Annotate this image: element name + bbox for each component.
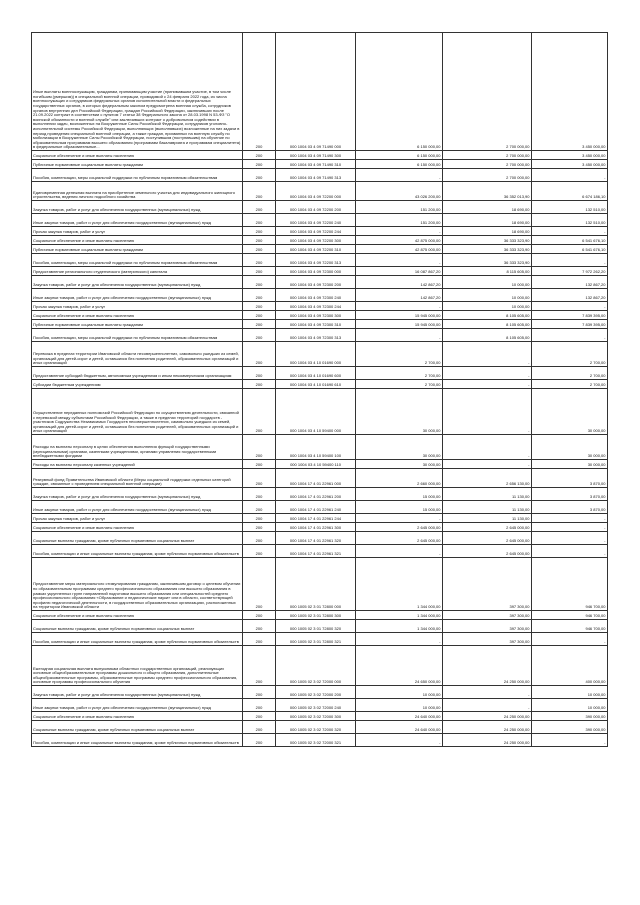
row-kbk-cell: 000 1005 02 3 01 72800 321 bbox=[276, 633, 356, 646]
row-kbk-cell: 000 1004 03 4 09 72200 200 bbox=[276, 201, 356, 214]
row-executed-cell: 2 645 000,00 bbox=[443, 545, 532, 558]
row-name-cell: Прочая закупка товаров, работ и услуг bbox=[32, 514, 243, 523]
row-approved-cell: 2 700,00 bbox=[356, 342, 443, 367]
row-executed-cell: 24 250 000,00 bbox=[443, 646, 532, 686]
row-code-cell: 200 bbox=[243, 302, 276, 311]
row-approved-cell: 30 000,00 bbox=[356, 460, 443, 469]
row-name-cell: Пособия, компенсации и иные социальные выплаты гражданам, кроме публичных нормативных обязательств bbox=[32, 633, 243, 646]
row-name-cell: Расходы на выплаты персоналу казенных учреждений bbox=[32, 460, 243, 469]
row-approved-cell: - bbox=[356, 169, 443, 182]
row-name-cell: Социальное обеспечение и иные выплаты населению bbox=[32, 236, 243, 245]
row-remaining-cell: 132 867,20 bbox=[532, 276, 608, 289]
row-approved-cell: - bbox=[356, 514, 443, 523]
row-remaining-cell: - bbox=[532, 169, 608, 182]
row-approved-cell: 42 875 000,00 bbox=[356, 245, 443, 254]
table-row bbox=[32, 236, 608, 245]
row-kbk-cell: 000 1005 02 3 01 72800 000 bbox=[276, 558, 356, 611]
table-row bbox=[32, 33, 608, 151]
row-remaining-cell: 2 700,00 bbox=[532, 367, 608, 380]
table-row bbox=[32, 469, 608, 488]
row-kbk-cell: 000 1004 03 4 09 72300 310 bbox=[276, 320, 356, 329]
row-approved-cell: 2 645 000,00 bbox=[356, 523, 443, 532]
row-remaining-cell: - bbox=[532, 734, 608, 747]
row-code-cell: 200 bbox=[243, 646, 276, 686]
row-remaining-cell: - bbox=[532, 532, 608, 545]
row-approved-cell: 151 200,00 bbox=[356, 201, 443, 214]
row-code-cell: 200 bbox=[243, 380, 276, 389]
row-code-cell: 200 bbox=[243, 435, 276, 460]
row-code-cell: 200 bbox=[243, 611, 276, 620]
row-name-cell: Социальные выплаты гражданам, кроме публичных нормативных социальных выплат bbox=[32, 532, 243, 545]
table-row bbox=[32, 633, 608, 646]
table-row bbox=[32, 686, 608, 699]
row-kbk-cell: 000 1005 02 3 01 72800 320 bbox=[276, 620, 356, 633]
row-remaining-cell: - bbox=[532, 514, 608, 523]
row-kbk-cell: 000 1004 17 4 01 22961 000 bbox=[276, 469, 356, 488]
row-code-cell: 200 bbox=[243, 329, 276, 342]
row-code-cell: 200 bbox=[243, 488, 276, 501]
row-name-cell: Иные закупки товаров, работ и услуг для обеспечения государственных (муниципальных) нужд bbox=[32, 214, 243, 227]
table-row bbox=[32, 435, 608, 460]
table-row bbox=[32, 721, 608, 734]
row-remaining-cell: 390 000,00 bbox=[532, 712, 608, 721]
row-remaining-cell: 2 700,00 bbox=[532, 380, 608, 389]
row-approved-cell: 151 200,00 bbox=[356, 214, 443, 227]
table-row bbox=[32, 254, 608, 267]
row-remaining-cell: 7 839 395,00 bbox=[532, 311, 608, 320]
row-approved-cell: 10 000,00 bbox=[356, 699, 443, 712]
table-row bbox=[32, 245, 608, 254]
table-row bbox=[32, 276, 608, 289]
row-executed-cell: 10 000,00 bbox=[443, 289, 532, 302]
row-kbk-cell: 000 1004 03 4 09 72300 300 bbox=[276, 311, 356, 320]
row-name-cell: Пособия, компенсации, меры социальной поддержки по публичным нормативным обязательствам bbox=[32, 329, 243, 342]
row-remaining-cell: 132 510,00 bbox=[532, 201, 608, 214]
row-approved-cell: 2 660 000,00 bbox=[356, 469, 443, 488]
row-name-cell: Прочая закупка товаров, работ и услуг bbox=[32, 227, 243, 236]
row-kbk-cell: 000 1005 02 3 02 72000 320 bbox=[276, 721, 356, 734]
row-kbk-cell: 000 1004 03 4 10 01690 610 bbox=[276, 380, 356, 389]
row-name-cell: Иные закупки товаров, работ и услуг для обеспечения государственных (муниципальных) нужд bbox=[32, 699, 243, 712]
row-code-cell: 200 bbox=[243, 734, 276, 747]
row-approved-cell: 15 000,00 bbox=[356, 488, 443, 501]
row-approved-cell: 24 640 000,00 bbox=[356, 712, 443, 721]
row-code-cell: 200 bbox=[243, 254, 276, 267]
row-remaining-cell: 3 870,00 bbox=[532, 469, 608, 488]
row-name-cell: Социальное обеспечение и иные выплаты населению bbox=[32, 712, 243, 721]
row-name-cell: Предоставление регионального студенческого (материнского) капитала bbox=[32, 267, 243, 276]
row-approved-cell: 16 087 867,20 bbox=[356, 267, 443, 276]
row-code-cell: 200 bbox=[243, 182, 276, 201]
row-name-cell: Предоставление меры материального стимулирования гражданам, заключившим договор о целевом обучении по образовательным программам среднего профессионального образования или высшего образования в рамках укрупненных групп направлений подготовки высшего образования или специальностей среднего профессионального образования «Образование и педагогические науки» или в области, соответствующей профилю педагогической деятельности, в государственных образовательных организациях, расположенных на территории Ивановской области bbox=[32, 558, 243, 611]
row-code-cell: 200 bbox=[243, 311, 276, 320]
row-remaining-cell: 2 700,00 bbox=[532, 342, 608, 367]
row-executed-cell: - bbox=[443, 686, 532, 699]
row-code-cell: 200 bbox=[243, 469, 276, 488]
row-executed-cell: 18 690,00 bbox=[443, 201, 532, 214]
row-name-cell: Публичные нормативные социальные выплаты гражданам bbox=[32, 245, 243, 254]
row-name-cell: Иные выплаты военнослужащим, гражданам, принимающим участие (принимавшим участие, в том числе погибшим (умершим)) в специальной военной операции, проводимой с 24 февраля 2022 года, из числа военнослужащих и сотрудников федеральных органов исполнительной власти и федеральных государственных органов, в которых федеральным законом предусмотрена военная служба, сотрудников органов внутренних дел Российской Федерации, граждан Российской Федерации, заключивших после 21.09.2022 контракт в соответствии с пунктом 7 статьи 38 Федерального закона от 28.03.1998 N 53-ФЗ "О воинской обязанности и военной службе" или заключивших контракт о добровольном содействии в выполнении задач, возложенных на Вооруженные Силы Российской Федерации, сотрудников уголовно-исполнительной системы Российской Федерации, выполняющих (выполнявших) возложенные на них задачи в период проведения специальной военной операции, а также граждан, призванных на военную службу по мобилизации в Вооруженные Силы Российской Федерации, поступившим (поступившим) на обучение по образовательным программам высшего образования (программам бакалавриата и программам специалитета) в федеральные образовательные... bbox=[32, 33, 243, 151]
row-executed-cell: 18 690,00 bbox=[443, 227, 532, 236]
row-code-cell: 200 bbox=[243, 558, 276, 611]
row-name-cell: Предоставление субсидий бюджетным, автономным учреждениям и иным некоммерческим организациям bbox=[32, 367, 243, 380]
row-kbk-cell: 000 1004 03 4 10 01690 000 bbox=[276, 342, 356, 367]
row-approved-cell: 2 645 000,00 bbox=[356, 532, 443, 545]
row-kbk-cell: 000 1004 03 4 09 72300 244 bbox=[276, 302, 356, 311]
row-executed-cell: 2 700 000,00 bbox=[443, 160, 532, 169]
row-executed-cell: 11 130,00 bbox=[443, 501, 532, 514]
row-remaining-cell: - bbox=[532, 227, 608, 236]
row-code-cell: 200 bbox=[243, 227, 276, 236]
row-approved-cell: 10 000,00 bbox=[356, 686, 443, 699]
row-remaining-cell: 6 541 676,10 bbox=[532, 236, 608, 245]
table-row bbox=[32, 712, 608, 721]
row-kbk-cell: 000 1005 02 3 02 72000 321 bbox=[276, 734, 356, 747]
row-kbk-cell: 000 1005 02 3 01 72800 300 bbox=[276, 611, 356, 620]
row-remaining-cell: 132 867,20 bbox=[532, 289, 608, 302]
row-executed-cell: - bbox=[443, 460, 532, 469]
row-kbk-cell: 000 1004 17 4 01 22961 320 bbox=[276, 532, 356, 545]
row-code-cell: 200 bbox=[243, 151, 276, 160]
row-name-cell: Закупка товаров, работ и услуг для обеспечения государственных (муниципальных) нужд bbox=[32, 488, 243, 501]
table-row bbox=[32, 214, 608, 227]
row-kbk-cell: 000 1004 03 4 10 59400 110 bbox=[276, 460, 356, 469]
row-approved-cell: - bbox=[356, 734, 443, 747]
row-kbk-cell: 000 1004 03 4 09 72200 300 bbox=[276, 236, 356, 245]
row-remaining-cell: 6 541 676,10 bbox=[532, 245, 608, 254]
row-executed-cell: 2 700 000,00 bbox=[443, 169, 532, 182]
row-approved-cell: 2 700,00 bbox=[356, 380, 443, 389]
row-code-cell: 200 bbox=[243, 721, 276, 734]
row-executed-cell: 11 130,00 bbox=[443, 488, 532, 501]
row-kbk-cell: 000 1004 03 4 09 72200 240 bbox=[276, 214, 356, 227]
row-name-cell: Расходы на выплаты персоналу в целях обеспечения выполнения функций государственными (муниципальными) органами, казенными учреждениями, органами управления государственными внебюджетными фондами bbox=[32, 435, 243, 460]
row-approved-cell: 30 000,00 bbox=[356, 389, 443, 435]
row-approved-cell: - bbox=[356, 329, 443, 342]
row-executed-cell: - bbox=[443, 367, 532, 380]
row-code-cell: 200 bbox=[243, 160, 276, 169]
row-executed-cell: 10 000,00 bbox=[443, 302, 532, 311]
row-remaining-cell: 390 000,00 bbox=[532, 721, 608, 734]
table-row bbox=[32, 532, 608, 545]
row-executed-cell: - bbox=[443, 342, 532, 367]
row-remaining-cell: - bbox=[532, 302, 608, 311]
row-executed-cell: 2 700 000,00 bbox=[443, 33, 532, 151]
row-approved-cell: - bbox=[356, 254, 443, 267]
table-row bbox=[32, 523, 608, 532]
table-row bbox=[32, 227, 608, 236]
row-code-cell: 200 bbox=[243, 367, 276, 380]
table-row bbox=[32, 342, 608, 367]
row-kbk-cell: 000 1004 03 4 10 59400 100 bbox=[276, 435, 356, 460]
row-code-cell: 200 bbox=[243, 712, 276, 721]
row-code-cell: 200 bbox=[243, 267, 276, 276]
row-remaining-cell: - bbox=[532, 545, 608, 558]
row-name-cell: Социальное обеспечение и иные выплаты населению bbox=[32, 611, 243, 620]
table-row bbox=[32, 501, 608, 514]
table-row bbox=[32, 646, 608, 686]
table-row bbox=[32, 380, 608, 389]
row-executed-cell: 8 105 605,00 bbox=[443, 329, 532, 342]
budget-execution-table bbox=[31, 32, 608, 747]
row-approved-cell: 24 650 000,00 bbox=[356, 646, 443, 686]
row-kbk-cell: 000 1004 17 4 01 22961 321 bbox=[276, 545, 356, 558]
row-executed-cell: 2 700 000,00 bbox=[443, 151, 532, 160]
table-row bbox=[32, 611, 608, 620]
row-executed-cell: 10 000,00 bbox=[443, 276, 532, 289]
row-remaining-cell: 7 839 395,00 bbox=[532, 320, 608, 329]
row-kbk-cell: 000 1004 03 4 09 72200 313 bbox=[276, 254, 356, 267]
row-remaining-cell: - bbox=[532, 633, 608, 646]
row-executed-cell: - bbox=[443, 435, 532, 460]
row-executed-cell: 2 645 000,00 bbox=[443, 532, 532, 545]
row-name-cell: Социальное обеспечение и иные выплаты населению bbox=[32, 523, 243, 532]
row-approved-cell: 142 867,20 bbox=[356, 276, 443, 289]
row-kbk-cell: 000 1004 03 4 09 72300 240 bbox=[276, 289, 356, 302]
table-row bbox=[32, 545, 608, 558]
row-kbk-cell: 000 1005 02 3 02 72000 200 bbox=[276, 686, 356, 699]
row-name-cell: Субсидии бюджетным учреждениям bbox=[32, 380, 243, 389]
row-approved-cell: 15 945 000,00 bbox=[356, 311, 443, 320]
table-row bbox=[32, 514, 608, 523]
row-executed-cell: 397 300,00 bbox=[443, 611, 532, 620]
row-executed-cell: 36 333 323,90 bbox=[443, 245, 532, 254]
row-executed-cell: 8 115 605,00 bbox=[443, 267, 532, 276]
row-approved-cell: 6 150 000,00 bbox=[356, 160, 443, 169]
row-code-cell: 200 bbox=[243, 686, 276, 699]
row-kbk-cell: 000 1004 03 4 09 72200 244 bbox=[276, 227, 356, 236]
row-kbk-cell: 000 1004 03 4 09 72300 313 bbox=[276, 329, 356, 342]
row-kbk-cell: 000 1004 17 4 01 22961 300 bbox=[276, 523, 356, 532]
row-kbk-cell: 000 1004 03 4 09 72300 000 bbox=[276, 267, 356, 276]
row-executed-cell: 24 250 000,00 bbox=[443, 712, 532, 721]
row-name-cell: Закупка товаров, работ и услуг для обеспечения государственных (муниципальных) нужд bbox=[32, 686, 243, 699]
row-approved-cell: 24 640 000,00 bbox=[356, 721, 443, 734]
row-executed-cell: - bbox=[443, 699, 532, 712]
row-name-cell: Иные закупки товаров, работ и услуг для обеспечения государственных (муниципальных) нужд bbox=[32, 501, 243, 514]
row-kbk-cell: 000 1004 03 4 09 71490 000 bbox=[276, 33, 356, 151]
row-kbk-cell: 000 1004 03 4 10 01690 600 bbox=[276, 367, 356, 380]
row-name-cell: Закупка товаров, работ и услуг для обеспечения государственных (муниципальных) нужд bbox=[32, 201, 243, 214]
row-kbk-cell: 000 1004 17 4 01 22961 240 bbox=[276, 501, 356, 514]
row-name-cell: Пособия, компенсации и иные социальные выплаты гражданам, кроме публичных нормативных обязательств bbox=[32, 734, 243, 747]
row-executed-cell: 8 105 605,00 bbox=[443, 320, 532, 329]
row-executed-cell: 36 333 323,90 bbox=[443, 236, 532, 245]
row-remaining-cell: - bbox=[532, 523, 608, 532]
row-executed-cell: 397 300,00 bbox=[443, 558, 532, 611]
row-remaining-cell: - bbox=[532, 329, 608, 342]
row-executed-cell: 36 352 013,90 bbox=[443, 182, 532, 201]
row-approved-cell: 42 875 000,00 bbox=[356, 236, 443, 245]
row-code-cell: 200 bbox=[243, 389, 276, 435]
row-kbk-cell: 000 1004 03 4 09 71490 310 bbox=[276, 160, 356, 169]
row-name-cell: Публичные нормативные социальные выплаты гражданам bbox=[32, 320, 243, 329]
row-code-cell: 200 bbox=[243, 169, 276, 182]
row-remaining-cell: - bbox=[532, 254, 608, 267]
row-code-cell: 200 bbox=[243, 214, 276, 227]
row-code-cell: 200 bbox=[243, 699, 276, 712]
row-name-cell: Социальное обеспечение и иные выплаты населению bbox=[32, 311, 243, 320]
row-kbk-cell: 000 1005 02 3 02 72000 300 bbox=[276, 712, 356, 721]
row-kbk-cell: 000 1004 03 4 09 71490 313 bbox=[276, 169, 356, 182]
row-name-cell: Публичные нормативные социальные выплаты гражданам bbox=[32, 160, 243, 169]
table-row bbox=[32, 460, 608, 469]
table-row bbox=[32, 289, 608, 302]
row-executed-cell: 24 250 000,00 bbox=[443, 734, 532, 747]
table-row bbox=[32, 488, 608, 501]
table-row bbox=[32, 201, 608, 214]
row-remaining-cell: 6 674 186,10 bbox=[532, 182, 608, 201]
row-approved-cell: - bbox=[356, 633, 443, 646]
row-code-cell: 200 bbox=[243, 342, 276, 367]
row-name-cell: Закупка товаров, работ и услуг для обеспечения государственных (муниципальных) нужд bbox=[32, 276, 243, 289]
row-remaining-cell: 3 450 000,00 bbox=[532, 151, 608, 160]
row-code-cell: 200 bbox=[243, 633, 276, 646]
row-executed-cell: 2 656 130,00 bbox=[443, 469, 532, 488]
row-name-cell: Резервный фонд Правительства Ивановской области (Меры социальной поддержки отдельных категорий граждан, связанные с проведением специальной военной операции) bbox=[32, 469, 243, 488]
row-remaining-cell: 132 510,00 bbox=[532, 214, 608, 227]
row-approved-cell: 43 026 200,00 bbox=[356, 182, 443, 201]
table-row bbox=[32, 151, 608, 160]
row-code-cell: 200 bbox=[243, 245, 276, 254]
row-name-cell: Пособия, компенсации, меры социальной поддержки по публичным нормативным обязательствам bbox=[32, 169, 243, 182]
row-name-cell: Ежегодная социальная выплата выпускникам областных государственных организаций, реализующих основные общеобразовательные программы дошкольного и общего образования, дополнительные общеобразовательные программы, образовательные программы среднего профессионального образования, основные программы профессионального обучения bbox=[32, 646, 243, 686]
row-name-cell: Социальное обеспечение и иные выплаты населению bbox=[32, 151, 243, 160]
row-approved-cell: 6 150 000,00 bbox=[356, 33, 443, 151]
table-body bbox=[32, 33, 608, 747]
row-name-cell: Социальные выплаты гражданам, кроме публичных нормативных социальных выплат bbox=[32, 721, 243, 734]
row-executed-cell: - bbox=[443, 389, 532, 435]
table-row bbox=[32, 320, 608, 329]
row-executed-cell: 18 690,00 bbox=[443, 214, 532, 227]
row-remaining-cell: 3 450 000,00 bbox=[532, 33, 608, 151]
row-remaining-cell: 946 700,00 bbox=[532, 558, 608, 611]
row-name-cell: Пособия, компенсации, меры социальной поддержки по публичным нормативным обязательствам bbox=[32, 254, 243, 267]
row-approved-cell: 1 344 000,00 bbox=[356, 620, 443, 633]
table-row bbox=[32, 267, 608, 276]
row-name-cell: Осуществление переданных полномочий Российской Федерации по осуществлению деятельности, связанной с перевозкой между субъектами Российской Федерации, а также в пределах территорий государств - участников Содружества Независимых Государств несовершеннолетних, самовольно ушедших из семей, организаций для детей-сирот и детей, оставшихся без попечения родителей, образовательных организаций и иных организаций bbox=[32, 389, 243, 435]
row-remaining-cell: 7 972 262,20 bbox=[532, 267, 608, 276]
table-row bbox=[32, 182, 608, 201]
row-executed-cell: 8 105 605,00 bbox=[443, 311, 532, 320]
budget-execution-table-page bbox=[31, 32, 607, 747]
row-remaining-cell: 3 450 000,00 bbox=[532, 160, 608, 169]
row-name-cell: Иные закупки товаров, работ и услуг для обеспечения государственных (муниципальных) нужд bbox=[32, 289, 243, 302]
row-approved-cell: 15 000,00 bbox=[356, 501, 443, 514]
row-remaining-cell: 946 700,00 bbox=[532, 620, 608, 633]
row-kbk-cell: 000 1004 03 4 10 59400 000 bbox=[276, 389, 356, 435]
row-kbk-cell: 000 1004 17 4 01 22961 200 bbox=[276, 488, 356, 501]
row-code-cell: 200 bbox=[243, 523, 276, 532]
row-code-cell: 200 bbox=[243, 201, 276, 214]
row-executed-cell: 11 130,00 bbox=[443, 514, 532, 523]
row-kbk-cell: 000 1005 02 3 02 72000 240 bbox=[276, 699, 356, 712]
table-row bbox=[32, 329, 608, 342]
row-approved-cell: - bbox=[356, 227, 443, 236]
table-row bbox=[32, 311, 608, 320]
row-code-cell: 200 bbox=[243, 320, 276, 329]
row-executed-cell: 36 333 323,90 bbox=[443, 254, 532, 267]
row-code-cell: 200 bbox=[243, 620, 276, 633]
table-row bbox=[32, 734, 608, 747]
row-remaining-cell: 30 000,00 bbox=[532, 389, 608, 435]
row-executed-cell: 397 300,00 bbox=[443, 620, 532, 633]
row-code-cell: 200 bbox=[243, 460, 276, 469]
row-kbk-cell: 000 1005 02 3 02 72000 000 bbox=[276, 646, 356, 686]
table-row bbox=[32, 389, 608, 435]
row-name-cell: Перевозка в пределах территории Ивановской области несовершеннолетних, самовольно ушедших из семей, организаций для детей-сирот и детей, оставшихся без попечения родителей, образовательных организаций и иных организаций bbox=[32, 342, 243, 367]
row-remaining-cell: 946 700,00 bbox=[532, 611, 608, 620]
table-row bbox=[32, 620, 608, 633]
row-approved-cell: 142 867,20 bbox=[356, 289, 443, 302]
row-code-cell: 200 bbox=[243, 236, 276, 245]
row-approved-cell: 1 344 000,00 bbox=[356, 558, 443, 611]
table-row bbox=[32, 699, 608, 712]
row-remaining-cell: 3 870,00 bbox=[532, 501, 608, 514]
row-code-cell: 200 bbox=[243, 501, 276, 514]
table-row bbox=[32, 169, 608, 182]
row-approved-cell: 6 150 000,00 bbox=[356, 151, 443, 160]
row-remaining-cell: 10 000,00 bbox=[532, 699, 608, 712]
row-remaining-cell: 3 870,00 bbox=[532, 488, 608, 501]
row-executed-cell: 2 645 000,00 bbox=[443, 523, 532, 532]
row-code-cell: 200 bbox=[243, 532, 276, 545]
table-row bbox=[32, 160, 608, 169]
row-kbk-cell: 000 1004 03 4 09 71490 300 bbox=[276, 151, 356, 160]
table-row bbox=[32, 367, 608, 380]
row-remaining-cell: 400 000,00 bbox=[532, 646, 608, 686]
row-approved-cell: 30 000,00 bbox=[356, 435, 443, 460]
table-row bbox=[32, 558, 608, 611]
row-code-cell: 200 bbox=[243, 276, 276, 289]
row-kbk-cell: 000 1004 03 4 09 72200 000 bbox=[276, 182, 356, 201]
row-name-cell: Пособия, компенсации и иные социальные выплаты гражданам, кроме публичных нормативных обязательств bbox=[32, 545, 243, 558]
row-kbk-cell: 000 1004 03 4 09 72200 310 bbox=[276, 245, 356, 254]
table-row bbox=[32, 302, 608, 311]
row-executed-cell: 397 300,00 bbox=[443, 633, 532, 646]
row-name-cell: Социальные выплаты гражданам, кроме публичных нормативных социальных выплат bbox=[32, 620, 243, 633]
row-approved-cell: 1 344 000,00 bbox=[356, 611, 443, 620]
row-approved-cell: 2 700,00 bbox=[356, 367, 443, 380]
row-approved-cell: - bbox=[356, 545, 443, 558]
row-executed-cell: 24 250 000,00 bbox=[443, 721, 532, 734]
row-code-cell: 200 bbox=[243, 545, 276, 558]
row-remaining-cell: 10 000,00 bbox=[532, 686, 608, 699]
row-approved-cell: - bbox=[356, 302, 443, 311]
row-code-cell: 200 bbox=[243, 289, 276, 302]
row-remaining-cell: 30 000,00 bbox=[532, 435, 608, 460]
row-kbk-cell: 000 1004 03 4 09 72300 200 bbox=[276, 276, 356, 289]
row-name-cell: Единовременная денежная выплата на приобретение земельного участка для индивидуального жилищного строительства, ведения личного подсобного хозяйства bbox=[32, 182, 243, 201]
row-approved-cell: 15 945 000,00 bbox=[356, 320, 443, 329]
row-code-cell: 200 bbox=[243, 514, 276, 523]
row-kbk-cell: 000 1004 17 4 01 22961 244 bbox=[276, 514, 356, 523]
row-code-cell: 200 bbox=[243, 33, 276, 151]
row-executed-cell: - bbox=[443, 380, 532, 389]
row-remaining-cell: 30 000,00 bbox=[532, 460, 608, 469]
row-name-cell: Прочая закупка товаров, работ и услуг bbox=[32, 302, 243, 311]
